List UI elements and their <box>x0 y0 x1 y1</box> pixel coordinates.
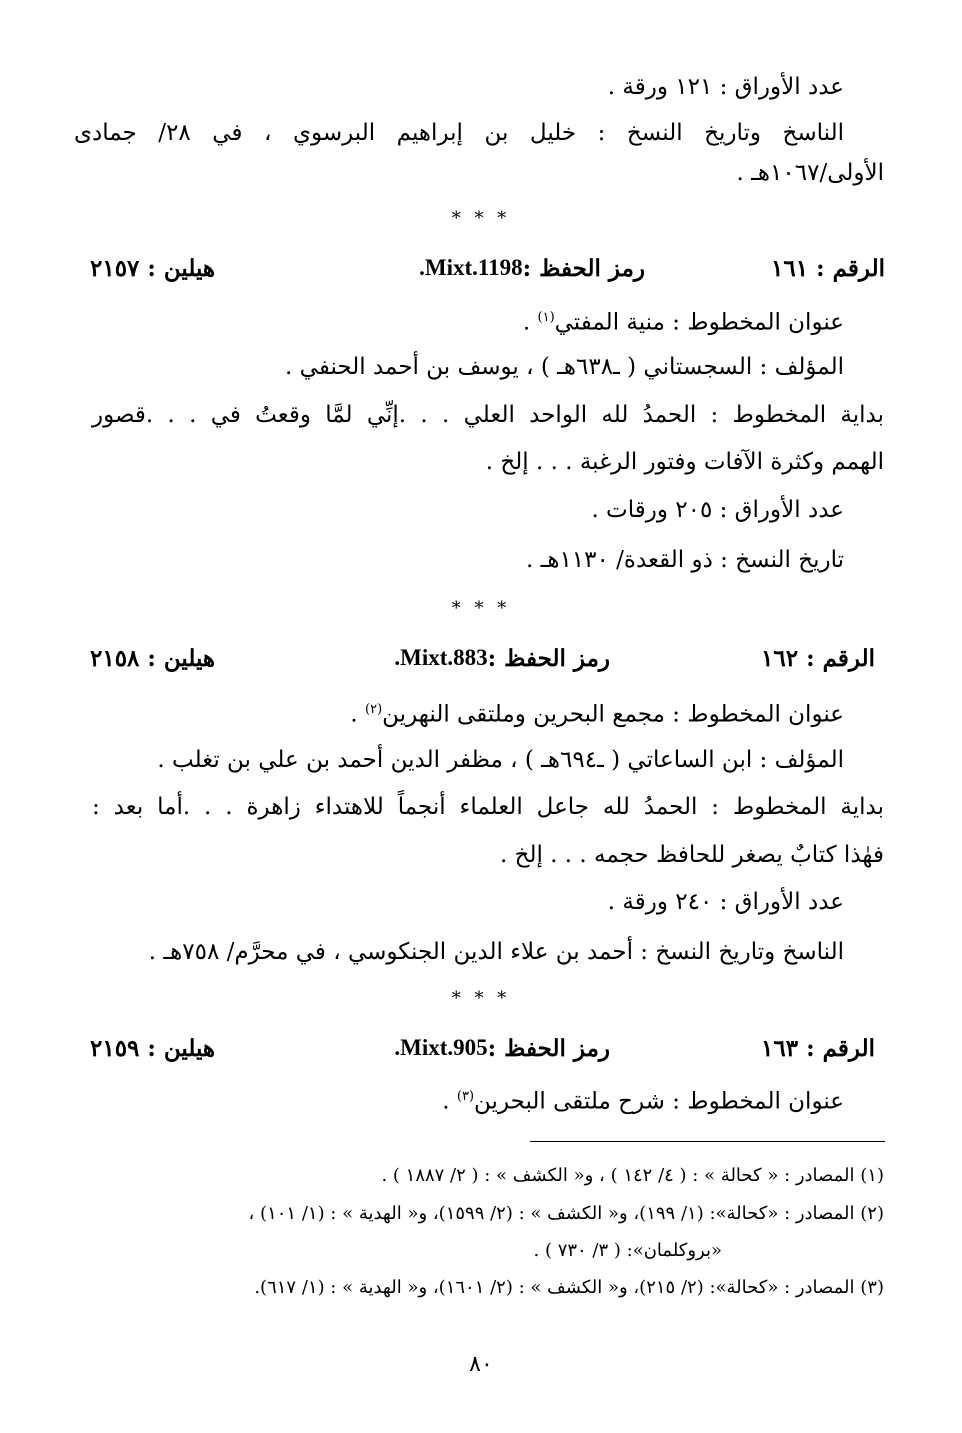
entry-162-leaves: عدد الأوراق : ٢٤٠ ورقة . <box>607 889 844 915</box>
entry-number: الرقم : ١٦١ <box>771 255 885 282</box>
entry-161-begin-line2: الهمم وكثرة الآفات وفتور الرغبة . . . إلخ . <box>485 449 884 475</box>
title-text: عنوان المخطوط : مجمع البحرين وملتقى النهرين <box>382 701 844 728</box>
footnote-2-line1: (٢) المصادر : «كحالة»: (١/ ١٩٩)، و« الكشف » : (٢/ ١٥٩٩)، و« الهدية » : (١/ ١٠١) ، <box>248 1203 884 1224</box>
entry-161-leaves: عدد الأوراق : ٢٠٥ ورقات . <box>591 497 844 523</box>
shelf-code-label: رمز الحفظ : <box>522 255 645 282</box>
footnote-ref-2: (٢) <box>365 702 383 717</box>
shelf-code: Mixt.905. <box>394 1035 488 1060</box>
entry-162-title <box>350 695 844 730</box>
title-text: عنوان المخطوط : شرح ملتقى البحرين <box>474 1088 844 1115</box>
footnote-3: (٣) المصادر : «كحالة»: (٢/ ٢١٥)، و« الكشف » : (٢/ ١٦٠١)، و« الهدية » : (١/ ٦١٧). <box>254 1277 884 1298</box>
shelf-code: Mixt.1198. <box>419 255 523 280</box>
entry-163-header <box>90 1035 885 1067</box>
copyist-prev-line2: الأولى/١٠٦٧هـ . <box>736 160 884 186</box>
shelf-code-group <box>419 255 645 282</box>
entry-162-begin-line2: فهٰذا كتابٌ يصغر للحافظ حجمه . . . إلخ . <box>499 842 884 868</box>
page-number: ٨٠ <box>469 1352 493 1377</box>
shelf-code-group <box>394 1035 610 1062</box>
hylen-number: هيلين : ٢١٥٩ <box>90 1035 216 1062</box>
footnote-1: (١) المصادر : « كحالة » : ( ٤/ ١٤٢ ) ، و« الكشف » : ( ٢/ ١٨٨٧ ) . <box>381 1165 884 1186</box>
entry-161-author: المؤلف : السجستاني ( ـ٦٣٨هـ ) ، يوسف بن أحمد الحنفي . <box>285 354 844 380</box>
entry-163-title <box>442 1082 844 1117</box>
footnote-ref-3: (٣) <box>456 1089 475 1104</box>
entry-162-header <box>90 645 885 677</box>
entry-161-begin-line1: بداية المخطوط : الحمدُ لله الواحد العلي . . .إنِّي لمَّا وقعتُ في . . .قصور <box>92 402 884 428</box>
shelf-code-group <box>394 645 610 672</box>
separator-1: * * * <box>451 208 511 229</box>
title-end: . <box>350 701 366 728</box>
shelf-code-label: رمز الحفظ : <box>487 645 610 672</box>
entry-162-copyist: الناسخ وتاريخ النسخ : أحمد بن علاء الدين الجنكوسي ، في محرَّم/ ٧٥٨هـ . <box>148 939 844 965</box>
title-end: . <box>442 1088 457 1115</box>
title-text: عنوان المخطوط : منية المفتي <box>554 309 844 336</box>
shelf-code-label: رمز الحفظ : <box>487 1035 610 1062</box>
separator-2: * * * <box>451 598 511 619</box>
entry-162-author: المؤلف : ابن الساعاتي ( ـ٦٩٤هـ ) ، مظفر الدين أحمد بن علي بن تغلب . <box>157 747 844 773</box>
entry-number: الرقم : ١٦٢ <box>761 645 875 672</box>
separator-3: * * * <box>451 988 511 1009</box>
entry-161-title <box>523 303 844 338</box>
entry-number: الرقم : ١٦٣ <box>761 1035 875 1062</box>
copyist-prev-line1: الناسخ وتاريخ النسخ : خليل بن إبراهيم البرسوي ، في ٢٨/ جمادى <box>74 120 845 146</box>
leaves-count-prev: عدد الأوراق : ١٢١ ورقة . <box>607 74 844 100</box>
entry-162-begin-line1: بداية المخطوط : الحمدُ لله جاعل العلماء أنجماً للاهتداء زاهرة . . .أما بعد : <box>92 794 884 820</box>
footnote-ref-1: (١) <box>537 310 555 325</box>
hylen-number: هيلين : ٢١٥٧ <box>90 255 216 282</box>
entry-161-date: تاريخ النسخ : ذو القعدة/ ١١٣٠هـ . <box>525 547 844 573</box>
hylen-number: هيلين : ٢١٥٨ <box>90 645 216 672</box>
footnote-rule <box>530 1141 885 1142</box>
footnote-2-line2: «بروكلمان»: ( ٣/ ٧٣٠ ) . <box>533 1240 722 1261</box>
title-end: . <box>522 309 538 336</box>
shelf-code: Mixt.883. <box>394 645 488 670</box>
entry-161-header <box>90 255 885 287</box>
